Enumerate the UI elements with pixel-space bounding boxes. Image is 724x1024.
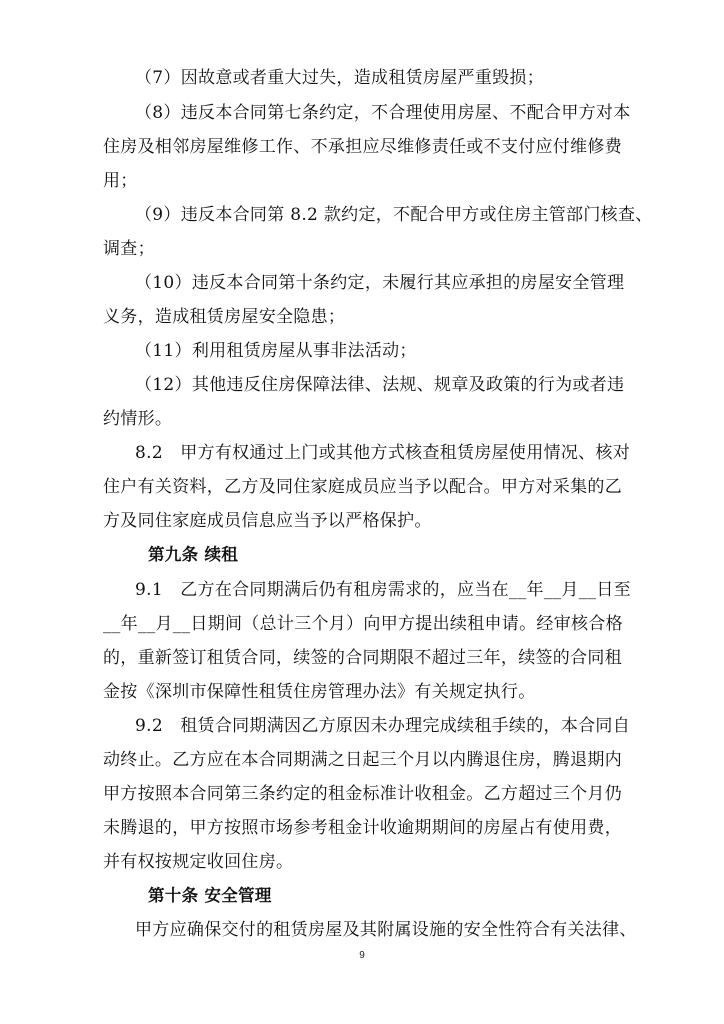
clause-8-2: 8.2 甲方有权通过上门或其他方式核查租赁房屋使用情况、核对 bbox=[135, 443, 631, 463]
text-line: 义务，造成租赁房屋安全隐患； bbox=[103, 307, 346, 327]
text-line: 调查； bbox=[103, 239, 155, 259]
text-line: 住房及相邻房屋维修工作、不承担应尽维修责任或不支付应付维修费 bbox=[103, 137, 622, 157]
clause-8-1-item-11: （11）利用租赁房屋从事非法活动； bbox=[135, 341, 417, 361]
clause-8-1-item-8: （8）违反本合同第七条约定，不合理使用房屋、不配合甲方对本 bbox=[135, 103, 631, 123]
clause-8-1-item-7: （7）因故意或者重大过失，造成租赁房屋严重毁损； bbox=[135, 68, 545, 88]
text-line: 约情形。 bbox=[103, 409, 173, 429]
clause-8-1-item-12: （12）其他违反住房保障法律、法规、规章及政策的行为或者违 bbox=[135, 375, 625, 395]
text-line: __年__月__日期间（总计三个月）向甲方提出续租申请。经审核合格 bbox=[103, 614, 623, 634]
clause-8-1-item-9: （9）违反本合同第 8.2 款约定，不配合甲方或住房主管部门核查、 bbox=[135, 205, 653, 225]
text-line: 金按《深圳市保障性租赁住房管理办法》有关规定执行。 bbox=[103, 682, 536, 702]
text-line: 用； bbox=[103, 171, 138, 191]
text-line: 动终止。乙方应在本合同期满之日起三个月以内腾退住房，腾退期内 bbox=[103, 750, 622, 770]
text-line: 的，重新签订租赁合同，续签的合同期限不超过三年，续签的合同租 bbox=[103, 648, 622, 668]
clause-9-1: 9.1 乙方在合同期满后仍有租房需求的，应当在__年__月__日至 bbox=[135, 580, 631, 600]
text-line: 住户有关资料，乙方及同住家庭成员应当予以配合。甲方对采集的乙 bbox=[103, 477, 622, 497]
article-9-heading: 第九条 续租 bbox=[148, 545, 239, 564]
text-line: 甲方按照本合同第三条约定的租金标准计收租金。乙方超过三个月仍 bbox=[103, 784, 622, 804]
text-line: 未腾退的，甲方按照市场参考租金计收逾期期间的房屋占有使用费， bbox=[103, 818, 622, 838]
article-10-heading: 第十条 安全管理 bbox=[148, 886, 272, 905]
text-line: 方及同住家庭成员信息应当予以严格保护。 bbox=[103, 511, 432, 531]
text-line: 并有权按规定收回住房。 bbox=[103, 852, 294, 872]
clause-8-1-item-10: （10）违反本合同第十条约定，未履行其应承担的房屋安全管理 bbox=[135, 273, 625, 293]
article-10-text: 甲方应确保交付的租赁房屋及其附属设施的安全性符合有关法律、 bbox=[135, 920, 637, 940]
clause-9-2: 9.2 租赁合同期满因乙方原因未办理完成续租手续的，本合同自 bbox=[135, 716, 631, 736]
page-number: 9 bbox=[359, 950, 365, 961]
